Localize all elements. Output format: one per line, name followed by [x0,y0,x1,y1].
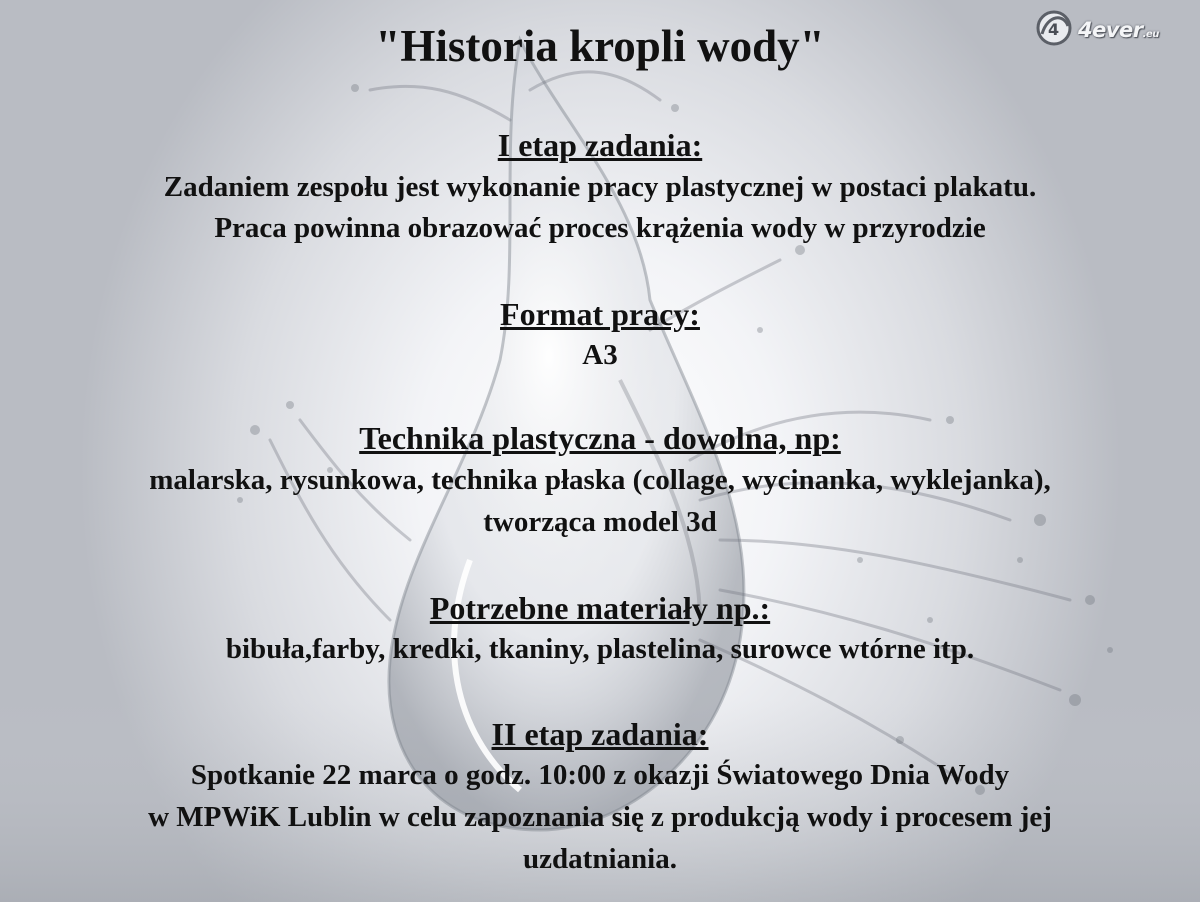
section-heading-stage-1: I etap zadania: [497,127,703,163]
section-text-line: tworząca model 3d [483,506,717,538]
section-text-line: malarska, rysunkowa, technika płaska (collage, wycinanka, wyklejanka), [149,464,1051,496]
section-text-line: uzdatniania. [523,843,677,875]
section-heading-stage-2: II etap zadania: [491,716,709,752]
svg-text:4: 4 [1048,20,1060,39]
section-text-line: Praca powinna obrazować proces krążenia wody w przyrodzie [214,212,986,244]
page-title: "Historia kropli wody" [375,21,825,71]
section-heading-technique: Technika plastyczna - dowolna, np: [359,420,841,456]
section-text-line: bibuła,farby, kredki, tkaniny, plastelina, surowce wtórne itp. [225,633,975,665]
watermark-text: 4ever.eu [1078,18,1159,42]
section-heading-materials: Potrzebne materiały np.: [429,590,771,626]
section-text-line: Spotkanie 22 marca o godz. 10:00 z okazji Światowego Dnia Wody [190,759,1010,791]
section-text-line: w MPWiK Lublin w celu zapoznania się z produkcją wody i procesem jej [148,801,1052,833]
section-heading-format: Format pracy: [500,296,700,332]
section-text-line: A3 [582,339,618,371]
section-text-line: Zadaniem zespołu jest wykonanie pracy plastycznej w postaci plakatu. [163,171,1037,203]
